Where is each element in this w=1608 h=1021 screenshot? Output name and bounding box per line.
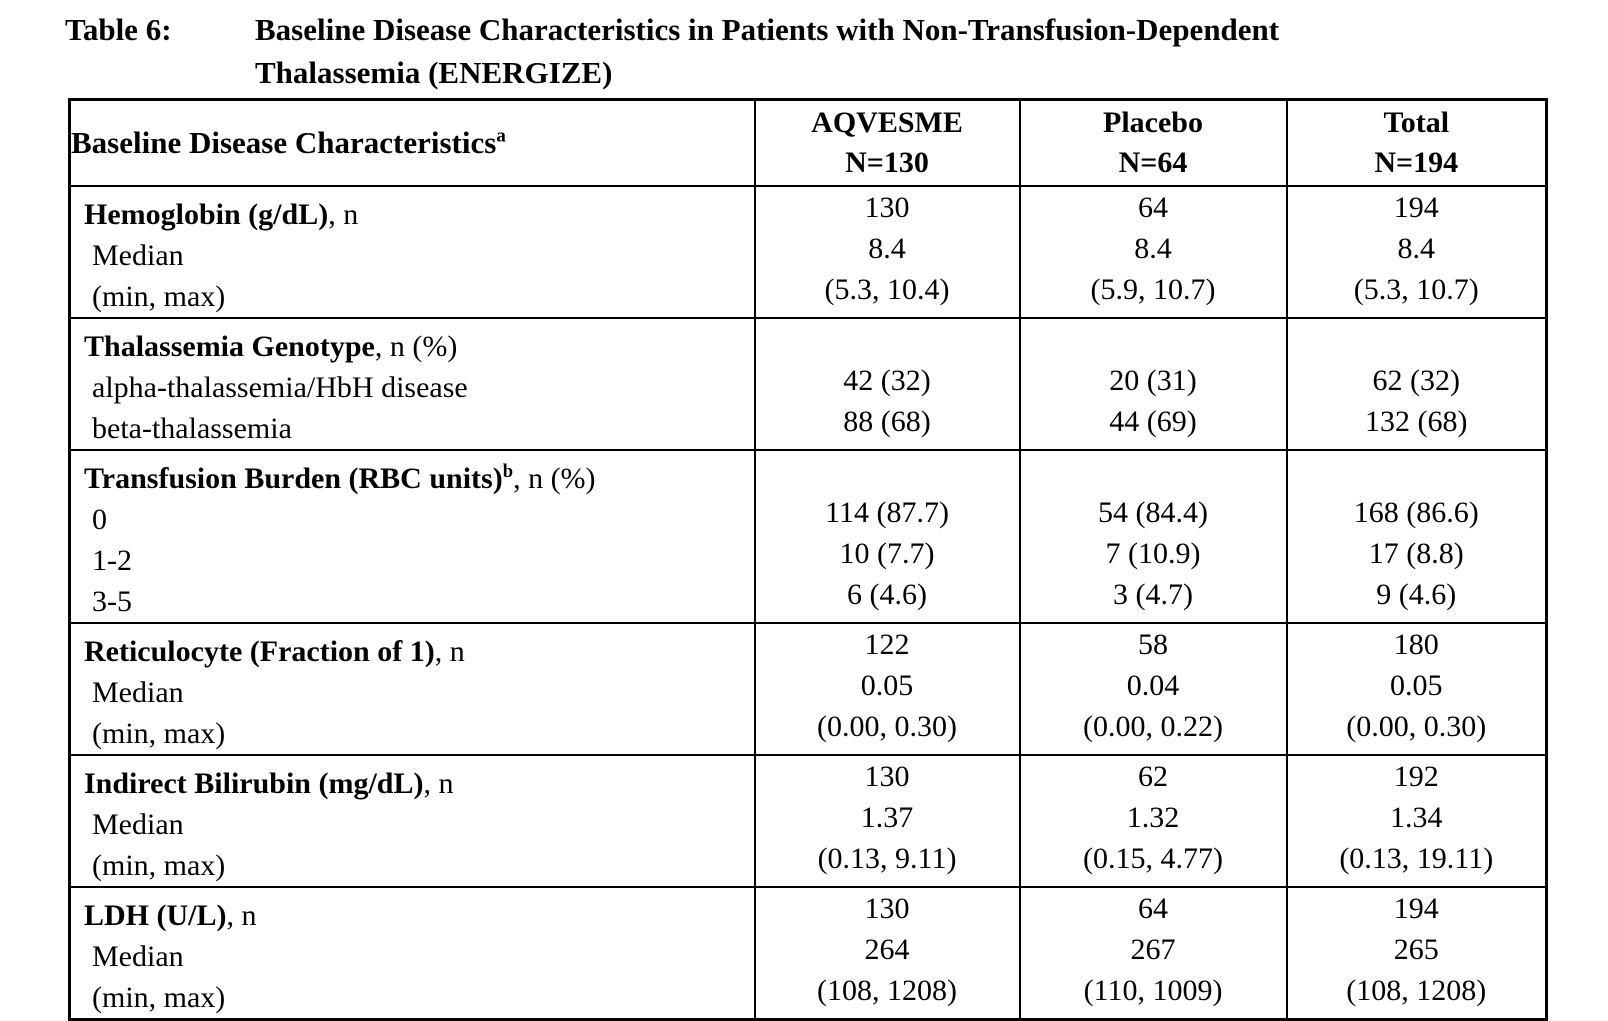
sub-label: 0 [92,503,107,536]
sub-label: Median [92,676,184,709]
value-cell: 64 267 (110, 1009) [1020,887,1287,1020]
sub-label: (min, max) [92,981,226,1014]
row-label-cell [70,755,755,887]
value-cell: 64 8.4 (5.9, 10.7) [1020,186,1287,318]
row-label: Hemoglobin (g/dL), n [84,198,359,231]
value-cell: 62 (32) 132 (68) [1287,318,1547,450]
value-cell: 168 (86.6) 17 (8.8) 9 (4.6) [1287,450,1547,623]
row-label-cell [70,186,755,318]
row-genotype [70,318,1547,450]
table-title-line1: Baseline Disease Characteristics in Patients with Non-Transfusion-Dependent [255,12,1280,47]
value-cell: 130 1.37 (0.13, 9.11) [755,755,1020,887]
value-cell: 42 (32) 88 (68) [755,318,1020,450]
header-aqvesme-n: N=130 [845,146,929,179]
header-placebo [1020,100,1287,187]
baseline-characteristics-table [68,98,1548,1021]
row-label: LDH (U/L), n [84,899,257,932]
value-cell: 114 (87.7) 10 (7.7) 6 (4.6) [755,450,1020,623]
sub-label: 3-5 [92,585,132,618]
header-total [1287,100,1547,187]
value-cell: 62 1.32 (0.15, 4.77) [1020,755,1287,887]
footnote-b: b [502,461,514,482]
sub-label: (min, max) [92,717,226,750]
row-hemoglobin [70,186,1547,318]
row-label: Indirect Bilirubin (mg/dL), n [84,767,454,800]
sub-label: Median [92,940,184,973]
value-cell: 130 8.4 (5.3, 10.4) [755,186,1020,318]
header-characteristics [70,100,755,187]
header-footnote-a: a [496,125,506,147]
table-title [0,0,1608,94]
sub-label: Median [92,239,184,272]
row-label-cell [70,318,755,450]
header-total-n: N=194 [1374,146,1459,179]
header-row [70,100,1547,187]
table-title-text [255,8,1279,94]
header-placebo-n: N=64 [1118,146,1188,179]
row-label: Reticulocyte (Fraction of 1), n [84,635,465,668]
sub-label: Median [92,808,184,841]
value-cell: 130 264 (108, 1208) [755,887,1020,1020]
value-cell: 180 0.05 (0.00, 0.30) [1287,623,1547,755]
row-reticulocyte [70,623,1547,755]
sub-label: (min, max) [92,280,226,313]
row-label: Transfusion Burden (RBC units)$^b$, n (%) [84,461,596,495]
value-cell: 58 0.04 (0.00, 0.22) [1020,623,1287,755]
row-indirect-bilirubin [70,755,1547,887]
sub-label: (min, max) [92,849,226,882]
table-title-line2: Thalassemia (ENERGIZE) [255,55,613,90]
value-cell: 194 265 (108, 1208) [1287,887,1547,1020]
sub-label: alpha-thalassemia/HbH disease [92,371,468,404]
header-aqvesme-name: AQVESME [811,106,963,139]
value-cell: 20 (31) 44 (69) [1020,318,1287,450]
row-label: Thalassemia Genotype, n (%) [84,330,458,363]
row-label-cell [70,450,755,623]
value-cell: 122 0.05 (0.00, 0.30) [755,623,1020,755]
table-number: Table 6: [65,12,172,47]
header-total-name: Total [1383,106,1450,139]
value-cell: 192 1.34 (0.13, 19.11) [1287,755,1547,887]
value-cell: 54 (84.4) 7 (10.9) 3 (4.7) [1020,450,1287,623]
sub-label: beta-thalassemia [92,412,292,445]
header-aqvesme [755,100,1020,187]
row-label-cell [70,623,755,755]
header-characteristics-label: Baseline Disease Characteristics [71,125,497,160]
header-placebo-name: Placebo [1103,106,1203,139]
row-transfusion-burden [70,450,1547,623]
value-cell: 194 8.4 (5.3, 10.7) [1287,186,1547,318]
sub-label: 1-2 [92,544,132,577]
